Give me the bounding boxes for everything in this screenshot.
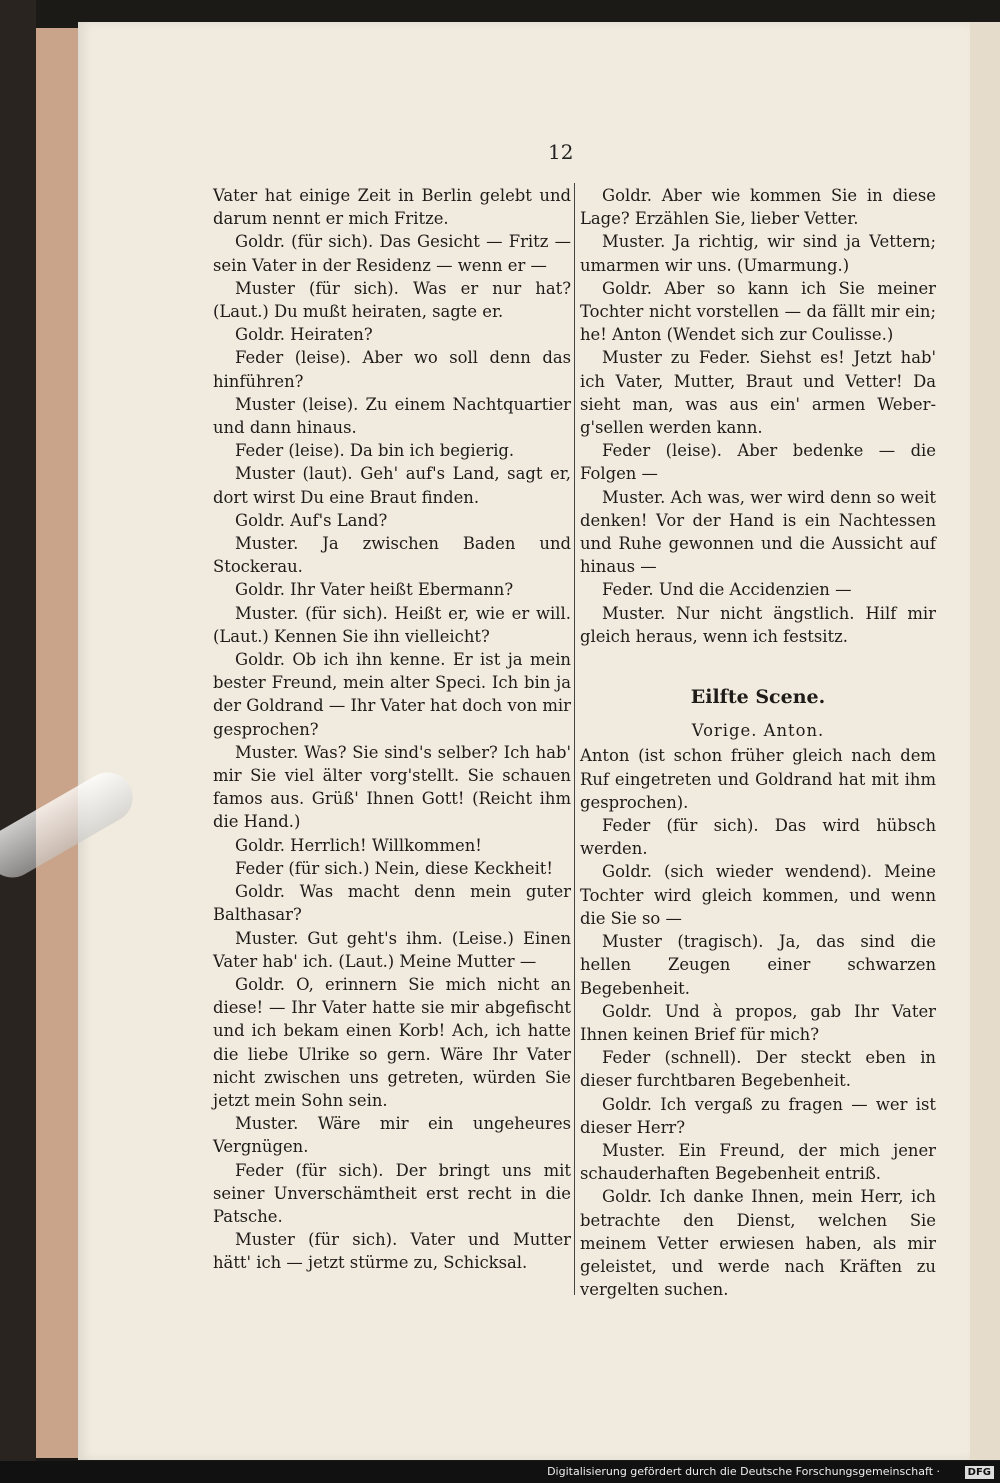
text-paragraph: Vater hat einige Zeit in Berlin gelebt und darum nennt er mich Fritze. <box>213 186 571 229</box>
text-paragraph: Anton (ist schon früher gleich nach dem Ruf eingetreten und Goldrand hat mit ihm gesprochen). <box>580 746 936 812</box>
text-paragraph: Goldr. Was macht denn mein guter Balthasar? <box>213 882 571 925</box>
scene-title: Eilfte Scene. <box>690 686 826 709</box>
text-paragraph: Muster (laut). Geh' auf's Land, sagt er, dort wirst Du eine Braut finden. <box>213 464 571 507</box>
text-paragraph: Feder (schnell). Der steckt eben in dieser furchtbaren Begebenheit. <box>580 1048 936 1091</box>
text-paragraph: Goldr. Ich vergaß zu fragen — wer ist dieser Herr? <box>580 1094 936 1137</box>
text-paragraph: Goldr. (für sich). Das Gesicht — Fritz — sein Vater in der Residenz — wenn er — <box>213 232 571 275</box>
text-paragraph: Goldr. Herrlich! Willkommen! <box>235 835 482 855</box>
right-column-after-scene <box>580 744 936 1301</box>
text-paragraph: Muster. Ein Freund, der mich jener schauderhaften Begebenheit entriß. <box>580 1140 936 1184</box>
left-column <box>213 184 571 1275</box>
text-paragraph: Goldr. Ich danke Ihnen, mein Herr, ich betrachte den Dienst, welchen Sie meinem Vetter erwiesen haben, als mir geleistet, und werde nach Kräften zu vergelten suchen. <box>580 1187 936 1300</box>
text-paragraph: Muster. Gut geht's ihm. (Leise.) Einen Vater hab' ich. (Laut.) Meine Mutter — <box>213 928 571 971</box>
text-paragraph: Feder. Und die Accidenzien — <box>602 580 852 600</box>
text-paragraph: Goldr. Und à propos, gab Ihr Vater Ihnen keinen Brief für mich? <box>580 1001 936 1044</box>
text-paragraph: Goldr. Aber so kann ich Sie meiner Tochter nicht vorstellen — da fällt mir ein; he! Anton (Wendet sich zur Coulisse.) <box>580 278 936 345</box>
text-paragraph: Feder (für sich). Das wird hübsch werden. <box>580 816 936 859</box>
text-paragraph: Goldr. (sich wieder wendend). Meine Tochter wird gleich kommen, und wenn die Sie so — <box>580 862 936 928</box>
dfg-logo: DFG <box>965 1466 994 1479</box>
text-paragraph: Goldr. Ob ich ihn kenne. Er ist ja mein bester Freund, mein alter Speci. Ich bin ja der Goldrand — Ihr Vater hat doch von mir gesprochen? <box>213 650 571 739</box>
column-divider <box>574 183 575 1295</box>
text-paragraph: Muster (leise). Zu einem Nachtquartier und dann hinaus. <box>213 394 571 438</box>
right-column-before-scene <box>580 184 936 648</box>
page-right-edge <box>970 22 1000 1460</box>
digitization-footer <box>0 1461 1000 1483</box>
text-paragraph: Feder (leise). Da bin ich begierig. <box>235 441 515 461</box>
text-paragraph: Muster. Ja richtig, wir sind ja Vettern; umarmen wir uns. (Umarmung.) <box>580 232 936 275</box>
text-paragraph: Goldr. Heiraten? <box>235 325 373 345</box>
text-paragraph: Muster. (für sich). Heißt er, wie er will. (Laut.) Kennen Sie ihn vielleicht? <box>213 603 571 646</box>
scanner-edge <box>0 0 36 1462</box>
text-paragraph: Muster. Wäre mir ein ungeheures Vergnügen. <box>213 1114 571 1157</box>
footer-text: Digitalisierung gefördert durch die Deutsche Forschungsgemeinschaft · <box>547 1465 940 1478</box>
text-paragraph: Feder (für sich.) Nein, diese Keckheit! <box>235 858 553 878</box>
text-paragraph: Muster (für sich). Vater und Mutter hätt' ich — jetzt stürme zu, Schicksal. <box>213 1230 571 1273</box>
text-paragraph: Muster. Nur nicht ängstlich. Hilf mir gleich heraus, wenn ich festsitz. <box>580 603 936 646</box>
text-paragraph: Goldr. O, erinnern Sie mich nicht an diese! — Ihr Vater hatte sie mir abgefischt und ich bekam einen Korb! Ach, ich hatte die liebe Ulrike so gern. Wäre Ihr Vater nicht zwischen uns getreten, würden Sie jetzt mein Sohn sein. <box>213 974 571 1110</box>
text-paragraph: Muster. Ja zwischen Baden und Stockerau. <box>213 534 571 577</box>
text-paragraph: Feder (für sich). Der bringt uns mit seiner Unverschämtheit erst recht in die Patsche. <box>213 1160 571 1226</box>
text-paragraph: Feder (leise). Aber bedenke — die Folgen — <box>580 441 936 484</box>
right-column <box>580 184 936 1301</box>
text-paragraph: Goldr. Aber wie kommen Sie in diese Lage? Erzählen Sie, lieber Vetter. <box>580 186 936 229</box>
text-paragraph: Feder (leise). Aber wo soll denn das hinführen? <box>213 348 571 391</box>
text-paragraph: Goldr. Ihr Vater heißt Ebermann? <box>235 580 514 600</box>
text-paragraph: Muster (für sich). Was er nur hat? (Laut.) Du mußt heiraten, sagte er. <box>213 278 571 322</box>
page-number: 12 <box>548 140 574 164</box>
text-paragraph: Muster (tragisch). Ja, das sind die hellen Zeugen einer schwarzen Begebenheit. <box>580 932 936 998</box>
scene-persons: Vorige. Anton. <box>691 721 825 741</box>
text-paragraph: Muster zu Feder. Siehst es! Jetzt hab' ich Vater, Mutter, Braut und Vetter! Da sieht man, was aus ein' armen Weber-g'sellen werden kann. <box>580 348 936 438</box>
text-paragraph: Goldr. Auf's Land? <box>235 510 388 530</box>
text-paragraph: Muster. Ach was, wer wird denn so weit denken! Vor der Hand is ein Nachtessen und Ruhe gewonnen und die Aussicht auf hinaus — <box>580 487 936 577</box>
text-paragraph: Muster. Was? Sie sind's selber? Ich hab' mir Sie viel älter vorg'stellt. Sie schauen famos aus. Grüß' Ihnen Gott! (Reicht ihm die Hand.) <box>213 742 571 832</box>
